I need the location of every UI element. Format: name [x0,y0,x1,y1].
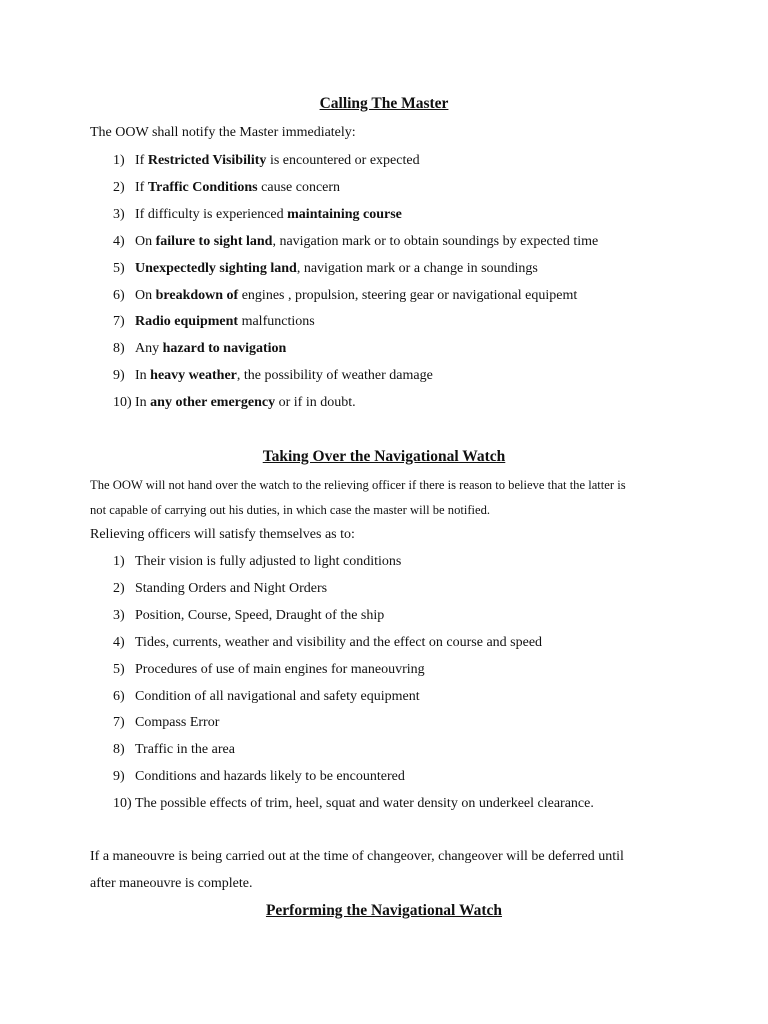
list-item-text: The possible effects of trim, heel, squat and water density on underkeel clearance. [135,796,594,812]
list-item-number: 2) [113,580,125,596]
text-segment: If difficulty is experienced [135,206,288,222]
list-item-text: Condition of all navigational and safety equipment [135,688,420,704]
text-segment: On [135,233,156,249]
list-item-number: 7) [113,314,125,330]
section-title-calling-master: Calling The Master [319,95,449,112]
list-item-number: 6) [113,287,125,303]
list-item-number: 10) [113,796,132,812]
bold-text: failure to sight land [155,233,273,249]
closing-line2: after maneouvre is complete. [90,876,253,891]
list-item [113,661,425,679]
text-segment: cause concern [257,179,341,195]
list-item [113,580,327,598]
section2-intro-line1: The OOW will not hand over the watch to the relieving officer if there is reason to believe that the latter is [90,478,626,492]
bold-text: hazard to navigation [162,341,287,357]
list-item-number: 8) [113,341,125,357]
list-item [113,634,542,652]
list-item-number: 9) [113,368,125,384]
text-segment: , the possibility of weather damage [236,368,433,384]
list-item-text [135,314,315,329]
list-item-number: 1) [113,554,125,569]
list-item-text: Traffic in the area [135,742,235,758]
list-item [113,313,315,331]
list-item-number: 3) [113,607,125,623]
list-item-text [135,207,402,222]
text-segment: , navigation mark or to obtain soundings by expected time [272,233,599,249]
list-item-text: Tides, currents, weather and visibility and the effect on course and speed [135,634,543,650]
section-title-performing-watch: Performing the Navigational Watch [265,902,503,919]
text-segment: On [135,287,156,303]
list-item-number: 5) [113,661,125,677]
text-segment: , navigation mark or a change in soundings [296,260,538,276]
list-item [113,394,356,412]
list-item [113,340,286,358]
list-item [113,287,577,305]
list-item [113,741,235,759]
list-item-number: 7) [113,715,125,731]
bold-text: any other emergency [150,395,276,411]
list-item-text [135,261,538,276]
section2-intro-line2: not capable of carrying out his duties, in which case the master will be notified. [90,503,491,517]
list-item-text [135,341,286,356]
list-item-text: Compass Error [135,715,220,731]
list-item-number: 10) [113,395,132,411]
text-segment: or if in doubt. [275,395,356,411]
text-segment: If [135,153,148,168]
list-item-number: 1) [113,153,125,168]
list-item [113,768,405,786]
section2-intro2: Relieving officers will satisfy themselves as to: [90,527,355,542]
list-item-text: Position, Course, Speed, Draught of the ship [135,607,385,623]
list-item-number: 3) [113,206,125,222]
bold-text: breakdown of [155,287,239,303]
list-item-number: 2) [113,179,125,195]
list-item [113,553,401,571]
bold-text: heavy weather [150,368,237,384]
section-title-taking-over-watch: Taking Over the Navigational Watch [262,448,506,465]
closing-line1: If a maneouvre is being carried out at the time of changeover, changeover will be deferred until [90,849,624,864]
list-item [113,607,384,625]
list-item-number: 6) [113,688,125,704]
list-item [113,179,340,197]
text-segment: is encountered or expected [266,153,420,168]
text-segment: If [135,179,148,195]
list-item-text: Standing Orders and Night Orders [135,580,328,596]
bold-text: Radio equipment [135,314,239,330]
text-segment: In [135,368,151,384]
list-item-text [135,368,433,383]
list-item-text: Procedures of use of main engines for maneouvring [135,661,425,677]
list-item [113,688,420,706]
list-item [113,233,598,251]
list-item-text [135,395,356,410]
list-item-text [135,288,577,303]
list-item-text [135,234,598,249]
list-item-text: Conditions and hazards likely to be encountered [135,769,405,785]
list-item-number: 4) [113,233,125,249]
list-item-number: 9) [113,769,125,785]
list-item-number: 5) [113,260,125,276]
list-item-text [135,180,340,195]
bold-text: Traffic Conditions [147,179,258,195]
text-segment: Any [135,341,163,357]
section1-intro: The OOW shall notify the Master immediately: [90,125,356,140]
bold-text: maintaining course [287,206,402,222]
list-item-text: Their vision is fully adjusted to light conditions [135,554,402,569]
list-item [113,367,433,385]
text-segment: malfunctions [238,314,315,330]
list-item-text [135,153,420,168]
list-item-number: 4) [113,634,125,650]
list-item [113,714,219,732]
list-item [113,152,420,170]
list-item [113,206,402,224]
bold-text: Unexpectedly sighting land [135,260,297,276]
bold-text: Restricted Visibility [147,153,267,168]
text-segment: engines , propulsion, steering gear or navigational equipemt [238,287,578,303]
text-segment: In [135,395,151,411]
list-item [113,260,538,278]
list-item-number: 8) [113,742,125,758]
list-item [113,795,594,813]
